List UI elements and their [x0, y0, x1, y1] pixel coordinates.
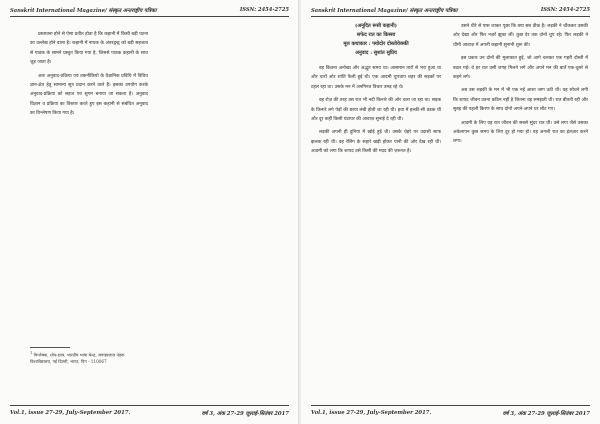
right-right-paragraph-4: आदमी के लिए वह रात जीवन की सबसे सुंदर रात थी। उसे लगा जैसे उसका अकेलापन कुछ समय के लिए दूर हो गया हो। वह अगली रात का इंतज़ार करने लगा।	[453, 120, 588, 145]
right-footer-volume: Vol.1, issue 27-29, July-September 2017.	[311, 410, 432, 416]
left-footer-hindi: वर्ष 3, अंक 27-29 जुलाई-सितंबर 2017	[201, 411, 289, 417]
footnote-text: विश्लेषक, शोध-छात्र, भारतीय भाषा केन्द्र, जवाहरलाल नेहरू विश्वविद्यालय, नई दिल्ली, भारत, पिन - 110067	[30, 352, 125, 365]
right-header	[311, 4, 590, 16]
right-header-rule	[311, 16, 590, 17]
right-header-journal: Sanskrit International Magazine/ संस्कृत अन्तराष्ट्रीय पत्रिका	[311, 8, 458, 14]
left-footer-rule	[10, 405, 289, 406]
right-right-column	[453, 22, 588, 151]
footnote-number: 1	[30, 351, 33, 355]
story-title: सफेद रात का किस्सा	[356, 32, 396, 38]
left-header-rule	[10, 16, 289, 17]
left-header	[10, 4, 289, 16]
right-header-issn: ISSN: 2454-2725	[540, 7, 590, 13]
footnote-rule	[30, 347, 70, 348]
left-footer	[10, 408, 289, 418]
right-footer-hindi: वर्ष 3, अंक 27-29 जुलाई-सितंबर 2017	[502, 411, 590, 417]
right-right-paragraph-2: इस प्रकार उन दोनों की मुलाकात हुई, जो आगे चलकर एक गहरी दोस्ती में बदल गई। वे हर रात उसी जगह मिलने लगे और अपने मन की बातें एक-दूसरे से कहने लगे।	[453, 56, 588, 81]
footnote	[30, 350, 140, 365]
story-genre: (अनूदित रूसी कहानी)	[354, 23, 398, 29]
story-author: मूल कथाकार : फ्योदोर दोस्तोयेव्स्की	[343, 41, 409, 47]
left-header-journal: Sanskrit International Magazine/ संस्कृत अन्तराष्ट्रीय पत्रिका	[10, 8, 157, 14]
left-footer-volume: Vol.1, issue 27-29, July-September 2017.	[10, 410, 131, 416]
left-paragraph-2: अतः अनुवाद-प्रक्रिया एवं तकनीकियों के वैज्ञानिक प्रविधि में विविध ज्ञान-क्षेत्र हेतु सामान्य सूत्र प्रदान करने वाले हैं। इसका उपयोग करके अनुवाद-प्रक्रिया को सहज एवं सुगम बनाया जा सकता है। अनुवाद विज्ञान व प्रक्रिया का विस्तार करते हुए इस कहानी से संबंधित अनुवाद का विश्लेषण किया गया है।	[30, 73, 148, 117]
story-title-block	[311, 22, 441, 58]
right-left-paragraph-1: वह कितना अनोखा और अद्भुत समय था। आसमान तारों से भरा हुआ था और चारों ओर शांति फैली हुई थी। एक आदमी चुपचाप शहर की सड़कों पर टहल रहा था। उसके मन में अनगिनत विचार उमड़ रहे थे।	[311, 66, 441, 90]
left-header-issn: ISSN: 2454-2725	[239, 7, 289, 13]
right-left-paragraph-2: वह रोज़ की तरह उस रात भी नदी किनारे की ओर चला जा रहा था। सड़क के किनारे लगे पेड़ों की छाया लंबी होती जा रही थी। हवा में हल्की-सी ठंडक थी और दूर कहीं किसी घंटाघर की आवाज़ सुनाई दे रही थी।	[311, 98, 441, 123]
story-translator: अनुवाद : सुशांत सुप्रिय	[355, 50, 397, 56]
left-page-body	[30, 30, 148, 123]
right-page	[301, 0, 600, 424]
right-footer-rule	[311, 405, 590, 406]
right-right-paragraph-1: उसने धीरे से पास जाकर पूछा कि क्या सब ठीक है। लड़की ने चौंककर उसकी ओर देखा और फिर नज़रें झुका लीं। कुछ देर तक दोनों चुप रहे। फिर लड़की ने धीमी आवाज़ में अपनी कहानी सुनानी शुरू की।	[453, 24, 588, 48]
right-footer	[311, 408, 590, 418]
right-left-column	[311, 22, 441, 161]
left-page	[0, 0, 299, 424]
left-paragraph-1: प्रस्तावना होने से ऐसा प्रतीत होता है कि कहानी में किसी बड़ी घटना का उल्लेख होने वाला है। कहानी में नायक के अंतरद्वन्द्व को बड़ी सहजता से पाठक के सामने प्रस्तुत किया गया है, जिससे पाठक कहानी के साथ जुड़ जाता है।	[30, 32, 148, 66]
right-right-paragraph-3: अब उस लड़की के मन में भी एक नई आशा जाग उठी थी। वह सोचने लगी कि शायद जीवन उतना कठिन नहीं है जितना वह समझती थी। रात बीतती रही और सुबह की पहली किरण के साथ दोनों अपने-अपने घर लौट गए।	[453, 88, 588, 113]
right-left-paragraph-3: लड़की अपनी ही दुनिया में खोई हुई थी। उसके चेहरे पर उदासी साफ झलक रही थी। वह रेलिंग के सहारे खड़ी होकर पानी की ओर देख रही थी। आदमी को लगा कि शायद उसे किसी की मदद की ज़रूरत है।	[311, 130, 441, 155]
